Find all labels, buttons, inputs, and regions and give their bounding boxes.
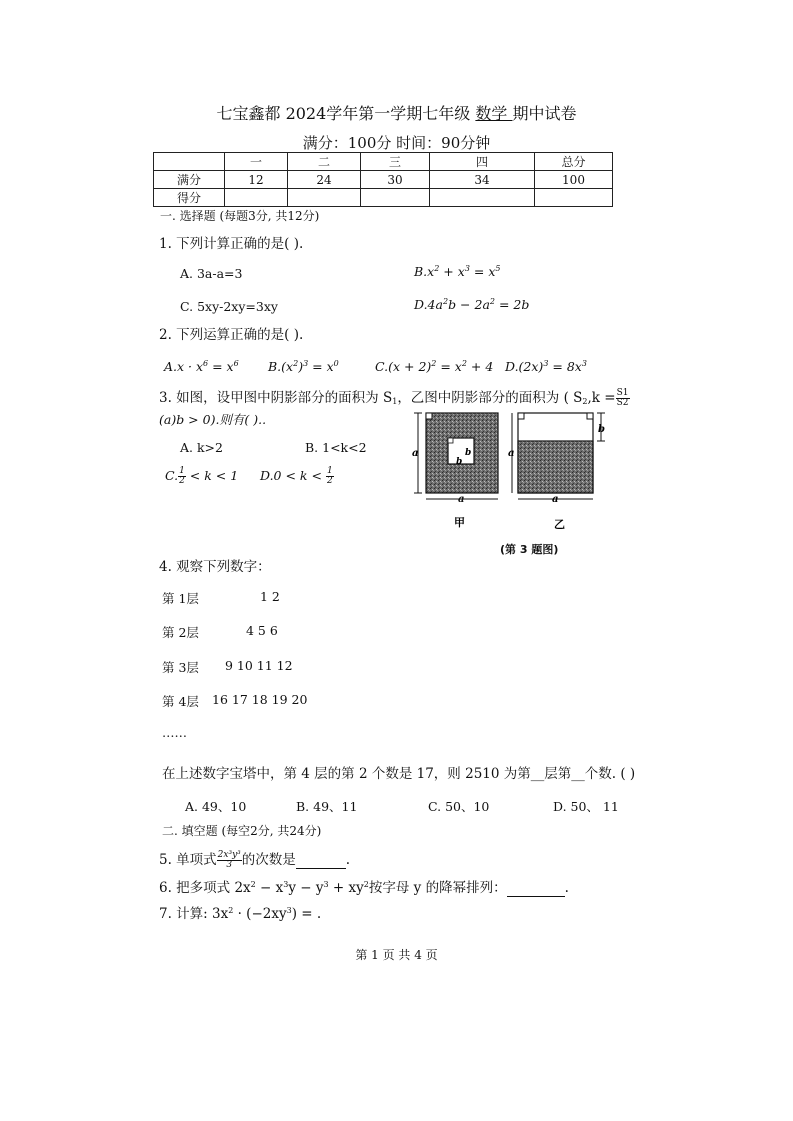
q3-option-c: C. $\frac{1}{2}$ < k < 1 xyxy=(165,466,239,486)
section2-heading: 二. 填空题 (每空2分, 共24分) xyxy=(162,824,322,838)
q1-stem: 1. 下列计算正确的是( ). xyxy=(159,236,304,252)
table-header-row xyxy=(154,153,613,171)
fig-jia-label-b2: b xyxy=(456,457,463,467)
q2-option-a: $A.x \cdot x^6 = x^6$ xyxy=(164,359,239,374)
q7: 7. 计算: $3x^2 \cdot (-2xy^3)$ = . xyxy=(159,906,322,922)
table-header-cell: 三 xyxy=(361,153,430,171)
q2-option-c: $C.(x + 2)^2 = x^2 + 4$ xyxy=(375,359,494,374)
q5: 5. 单项式 $\frac{\text{2x³y³}}{3}$ 的次数是 . xyxy=(159,850,351,870)
table-header-cell: 总分 xyxy=(535,153,613,171)
table-header-cell: 四 xyxy=(430,153,535,171)
table-row xyxy=(154,171,613,189)
table-cell: 得分 xyxy=(154,189,225,207)
q4-ellipsis: …… xyxy=(162,725,187,740)
table-cell: 满分 xyxy=(154,171,225,189)
q2-stem: 2. 下列运算正确的是( ). xyxy=(159,327,304,343)
table-cell: 24 xyxy=(288,171,361,189)
q1-option-a: A. 3a-a=3 xyxy=(180,266,243,281)
table-header-cell: 二 xyxy=(288,153,361,171)
q3-stem-line2: (a)b > 0).则有( ).. xyxy=(159,412,267,427)
score-input-cell[interactable] xyxy=(225,189,288,207)
q2-option-b: $B.(x^2)^3 = x^0$ xyxy=(268,359,339,374)
figure-caption: (第 3 题图) xyxy=(500,543,559,556)
q3-option-d: D.0 < k < $\frac{1}{2}$ xyxy=(260,466,333,486)
q4-option-c: C. 50、10 xyxy=(428,799,490,814)
table-cell: 100 xyxy=(535,171,613,189)
fig-yi-label-a-bottom: a xyxy=(552,494,559,505)
score-table xyxy=(153,152,613,207)
q4-row-nums: 1 2 xyxy=(260,589,280,604)
q4-option-b: B. 49、11 xyxy=(296,799,358,814)
figure-yi xyxy=(508,408,608,533)
fig-jia-caption: 甲 xyxy=(454,516,465,529)
q3-option-a: A. k>2 xyxy=(180,440,223,455)
fig-yi-caption: 乙 xyxy=(554,518,565,531)
q1-option-d: $D.4a^2b - 2a^2 = 2b$ xyxy=(414,297,530,312)
q4-row-label: 第 1层 xyxy=(162,591,199,606)
q3-fraction: $\frac{S1}{S2}$ xyxy=(616,388,629,408)
fig-jia-label-a-left: a xyxy=(412,448,419,459)
q4-question: 在上述数字宝塔中，第 4 层的第 2 个数是 17，则 2510 为第__层第__个数. ( ) xyxy=(162,766,636,782)
q4-row-label: 第 3层 xyxy=(162,660,199,675)
table-cell: 12 xyxy=(225,171,288,189)
table-header-cell xyxy=(154,153,225,171)
page-footer: 第 1 页 共 4 页 xyxy=(355,948,438,962)
q6: 6. 把多项式 $2x^2 - x^3y - y^3 + xy^2$按字母 y 的降幂排列： . xyxy=(159,880,569,896)
figure-jia xyxy=(410,408,510,533)
fig-jia-label-b1: b xyxy=(465,448,472,458)
q6-answer-blank[interactable] xyxy=(507,880,565,897)
score-input-cell[interactable] xyxy=(535,189,613,207)
q3-stem-line1: 3. 如图，设甲图中阴影部分的面积为 $S_1$，乙图中阴影部分的面积为 ( $S_2,k$ = $\frac{S1}{S2}$ xyxy=(159,388,629,408)
table-cell: 34 xyxy=(430,171,535,189)
q5-answer-blank[interactable] xyxy=(296,852,346,869)
q3-option-b: B. 1<k<2 xyxy=(305,440,367,455)
q4-stem: 4. 观察下列数字： xyxy=(159,559,271,575)
q4-row-nums: 9 10 11 12 xyxy=(225,658,293,673)
fig-jia-label-a-bottom: a xyxy=(458,494,465,505)
q4-option-a: A. 49、10 xyxy=(185,799,247,814)
q4-row-nums: 4 5 6 xyxy=(246,623,278,638)
exam-subtitle: 满分：100分 时间：90分钟 xyxy=(302,134,491,152)
q4-row-label: 第 4层 xyxy=(162,694,199,709)
q2-option-d: $D.(2x)^3 = 8x^3$ xyxy=(505,359,587,374)
table-header-cell: 一 xyxy=(225,153,288,171)
q4-row-label: 第 2层 xyxy=(162,625,199,640)
q1-option-b: $B.x^2 + x^3 = x^5$ xyxy=(414,264,501,279)
q4-option-d: D. 50、 11 xyxy=(553,799,619,814)
exam-title: 七宝鑫都 2024学年第一学期七年级 数学 期中试卷 xyxy=(216,104,577,123)
score-input-cell[interactable] xyxy=(361,189,430,207)
score-input-cell[interactable] xyxy=(288,189,361,207)
fig-yi-label-b: b xyxy=(598,424,605,435)
section1-heading: 一. 选择题 (每题3分, 共12分) xyxy=(160,209,320,223)
q4-row-nums: 16 17 18 19 20 xyxy=(212,692,308,707)
table-row xyxy=(154,189,613,207)
q1-option-c: C. 5xy-2xy=3xy xyxy=(180,299,278,314)
table-cell: 30 xyxy=(361,171,430,189)
score-input-cell[interactable] xyxy=(430,189,535,207)
fig-yi-label-a-left: a xyxy=(508,448,515,459)
